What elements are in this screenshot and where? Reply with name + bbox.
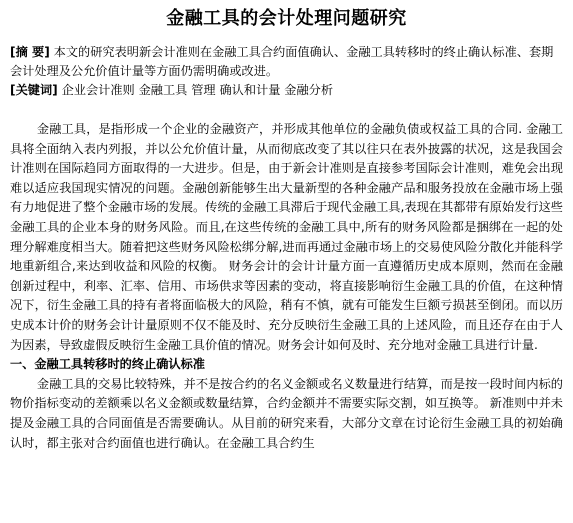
paper-body: [10, 120, 563, 453]
abstract: [10, 43, 563, 81]
body-paragraph: 金融工具，是指形成一个企业的金融资产，并形成其他单位的金融负债或权益工具的合同. 金融工具将全面纳入表内列报，并以公允价值计量，从而彻底改变了其以往只在表外披露的状况，这是我国会计准则在国际趋同方面取得的一大进步。但是，由于新会计准则是直接参考国际会计准则，难免会出现难以适应我国现实情况的问题。金融创新能够生出大量新型的各种金融产品和服务投放在金融市场上强有力地促进了整个金融市场的发展。传统的金融工具滞后于现代金融工具,表现在其都带有原始发行这些金融工具的企业本身的财务风险。而且,在这些传统的金融工具中,所有的财务风险都是捆绑在一起的处理分解难度相当大。随着把这些财务风险松绑分解,进而再通过金融市场上的交易使风险分散化并能科学地重新组合,来达到收益和风险的权衡。 财务会计的会计计量方面一直遵循历史成本原则，然而在金融创新过程中，利率、汇率、信用、市场供求等因素的变动，将直接影响衍生金融工具的价值，在这种情况下，衍生金融工具的持有者将面临极大的风险，稍有不慎，就有可能发生巨额亏损甚至倒闭。而以历史成本计价的财务会计计量原则不仅不能及时、充分反映衍生金融工具的上述风险，而且还存在由于人为因素，导致虚假反映衍生金融工具价值的情况。财务会计如何及时、充分地对金融工具进行计量.: [10, 122, 563, 352]
abstract-tag: [摘 要]: [10, 45, 50, 59]
keywords: [10, 81, 563, 100]
body-paragraph: 金融工具的交易比较特殊，并不是按合约的名义金额或名义数量进行结算，而是按一段时间内标的物价指标变动的差额乘以名义金额或数量结算，合约金额并不需要实际交割，如互换等。 新准则中并未提及金融工具的合同面值是否需要确认。从目前的研究来看，大部分文章在讨论衍生金融工具的初始确认时，都主张对合约面值也进行确认。在金融工具合约生: [10, 376, 563, 450]
abstract-text: 本文的研究表明新会计准则在金融工具合约面值确认、金融工具转移时的终止确认标准、套期会计处理及公允价值计量等方面仍需明确或改进。: [10, 45, 554, 78]
paper-title: 金融工具的会计处理问题研究: [166, 8, 407, 29]
section-heading: 一、金融工具转移时的终止确认标准: [10, 357, 205, 372]
keywords-text: 企业会计准则 金融工具 管理 确认和计量 金融分析: [61, 83, 334, 97]
keywords-tag: [关键词]: [10, 83, 58, 97]
